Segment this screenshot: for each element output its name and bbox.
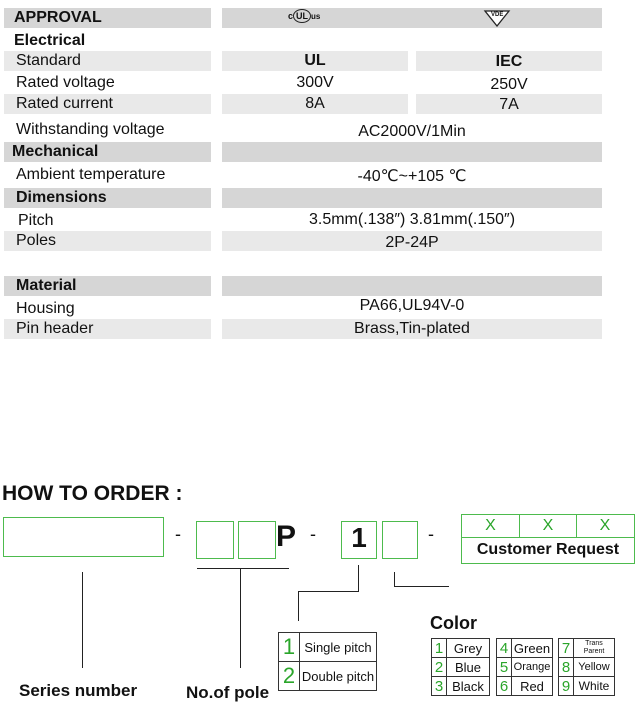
ambient-label: Ambient temperature <box>16 166 166 183</box>
color-number: 5 <box>497 658 512 677</box>
color-code-box <box>382 521 418 559</box>
withstanding-label: Withstanding voltage <box>16 121 165 138</box>
pitch-code-value: 1 <box>351 522 367 553</box>
color-name: Yellow <box>574 658 615 677</box>
dimensions-row-right <box>222 188 602 208</box>
color-name: Green <box>512 639 553 658</box>
series-number-box <box>3 517 164 557</box>
rated-voltage-label: Rated voltage <box>16 74 115 91</box>
series-number-label: Series number <box>19 681 138 700</box>
standard-iec-value: IEC <box>495 53 523 70</box>
pole-bracket <box>197 568 289 569</box>
housing-label: Housing <box>16 300 75 317</box>
color-connector-v <box>394 572 395 586</box>
color-row <box>559 658 615 677</box>
customer-request-divider <box>462 537 634 538</box>
color-number: 9 <box>559 677 574 696</box>
withstanding-value: AC2000V/1Min <box>358 123 466 140</box>
housing-value: PA66,UL94V-0 <box>359 297 465 314</box>
pin-header-value: Brass,Tin-plated <box>354 320 470 337</box>
color-row <box>432 677 490 696</box>
pitch-option-row <box>279 633 377 662</box>
pole-connector <box>240 569 241 668</box>
pole-box-2 <box>238 521 276 559</box>
color-row <box>432 639 490 658</box>
customer-x-1: X <box>485 517 496 534</box>
rated-voltage-ul: 300V <box>296 74 334 91</box>
color-number: 6 <box>497 677 512 696</box>
color-name: Black <box>447 677 490 696</box>
color-connector-h <box>394 586 449 587</box>
dash-1: - <box>175 524 181 544</box>
pitch-connector-down <box>298 591 299 621</box>
no-of-pole-label: No.of pole <box>186 683 270 702</box>
pitch-option-label: Double pitch <box>300 662 377 691</box>
pitch-value: 3.5mm(.138″) 3.81mm(.150″) <box>308 211 516 228</box>
mechanical-row-right <box>222 142 602 162</box>
vde-mark-logo: VDE <box>482 9 512 32</box>
color-row <box>497 658 553 677</box>
color-name: White <box>574 677 615 696</box>
pitch-option-number: 1 <box>279 633 300 662</box>
pitch-options-table <box>278 632 377 691</box>
dimensions-header: Dimensions <box>16 189 107 206</box>
color-name: Trans Parent <box>574 639 615 658</box>
ul-mark-logo: c UL us <box>288 11 321 21</box>
color-row <box>559 639 615 658</box>
p-letter: P <box>276 520 297 553</box>
mechanical-header: Mechanical <box>12 143 99 160</box>
color-row <box>559 677 615 696</box>
color-number: 2 <box>432 658 447 677</box>
rated-current-ul: 8A <box>305 95 325 112</box>
standard-label: Standard <box>16 52 81 69</box>
dash-2: - <box>310 524 316 544</box>
color-number: 8 <box>559 658 574 677</box>
color-number: 7 <box>559 639 574 658</box>
ambient-value: -40℃~+105 ℃ <box>357 168 467 185</box>
pitch-option-label: Single pitch <box>300 633 377 662</box>
poles-value: 2P-24P <box>385 234 439 251</box>
color-row <box>497 677 553 696</box>
color-number: 4 <box>497 639 512 658</box>
pitch-option-row <box>279 662 377 691</box>
approval-header: APPROVAL <box>14 9 102 26</box>
rated-voltage-iec: 250V <box>490 76 528 93</box>
pitch-option-number: 2 <box>279 662 300 691</box>
poles-label: Poles <box>16 232 57 249</box>
rated-current-iec: 7A <box>499 96 519 113</box>
color-name: Blue <box>447 658 490 677</box>
material-row-right <box>222 276 602 296</box>
rated-current-label: Rated current <box>16 95 113 112</box>
pitch-connector-h <box>298 591 359 592</box>
order-title: HOW TO ORDER : <box>2 482 183 505</box>
color-row <box>432 658 490 677</box>
approval-row-right <box>222 8 602 28</box>
color-name: Grey <box>447 639 490 658</box>
customer-x-3: X <box>599 517 611 534</box>
pitch-connector-v <box>358 565 359 592</box>
customer-request-label: Customer Request <box>476 541 620 558</box>
color-table-2 <box>496 638 553 696</box>
color-table-3 <box>558 638 615 696</box>
color-name: Red <box>512 677 553 696</box>
series-connector <box>82 572 83 668</box>
pole-box-1 <box>196 521 234 559</box>
color-name: Orange <box>512 658 553 677</box>
electrical-header: Electrical <box>14 32 86 49</box>
color-title: Color <box>430 613 477 633</box>
color-table-1 <box>431 638 490 696</box>
customer-x-2: X <box>542 517 554 534</box>
color-number: 3 <box>432 677 447 696</box>
pin-header-label: Pin header <box>16 320 94 337</box>
dash-3: - <box>428 524 434 544</box>
color-row <box>497 639 553 658</box>
color-number: 1 <box>432 639 447 658</box>
material-header: Material <box>16 277 77 294</box>
pitch-label: Pitch <box>18 212 54 229</box>
standard-ul-value: UL <box>304 52 326 69</box>
